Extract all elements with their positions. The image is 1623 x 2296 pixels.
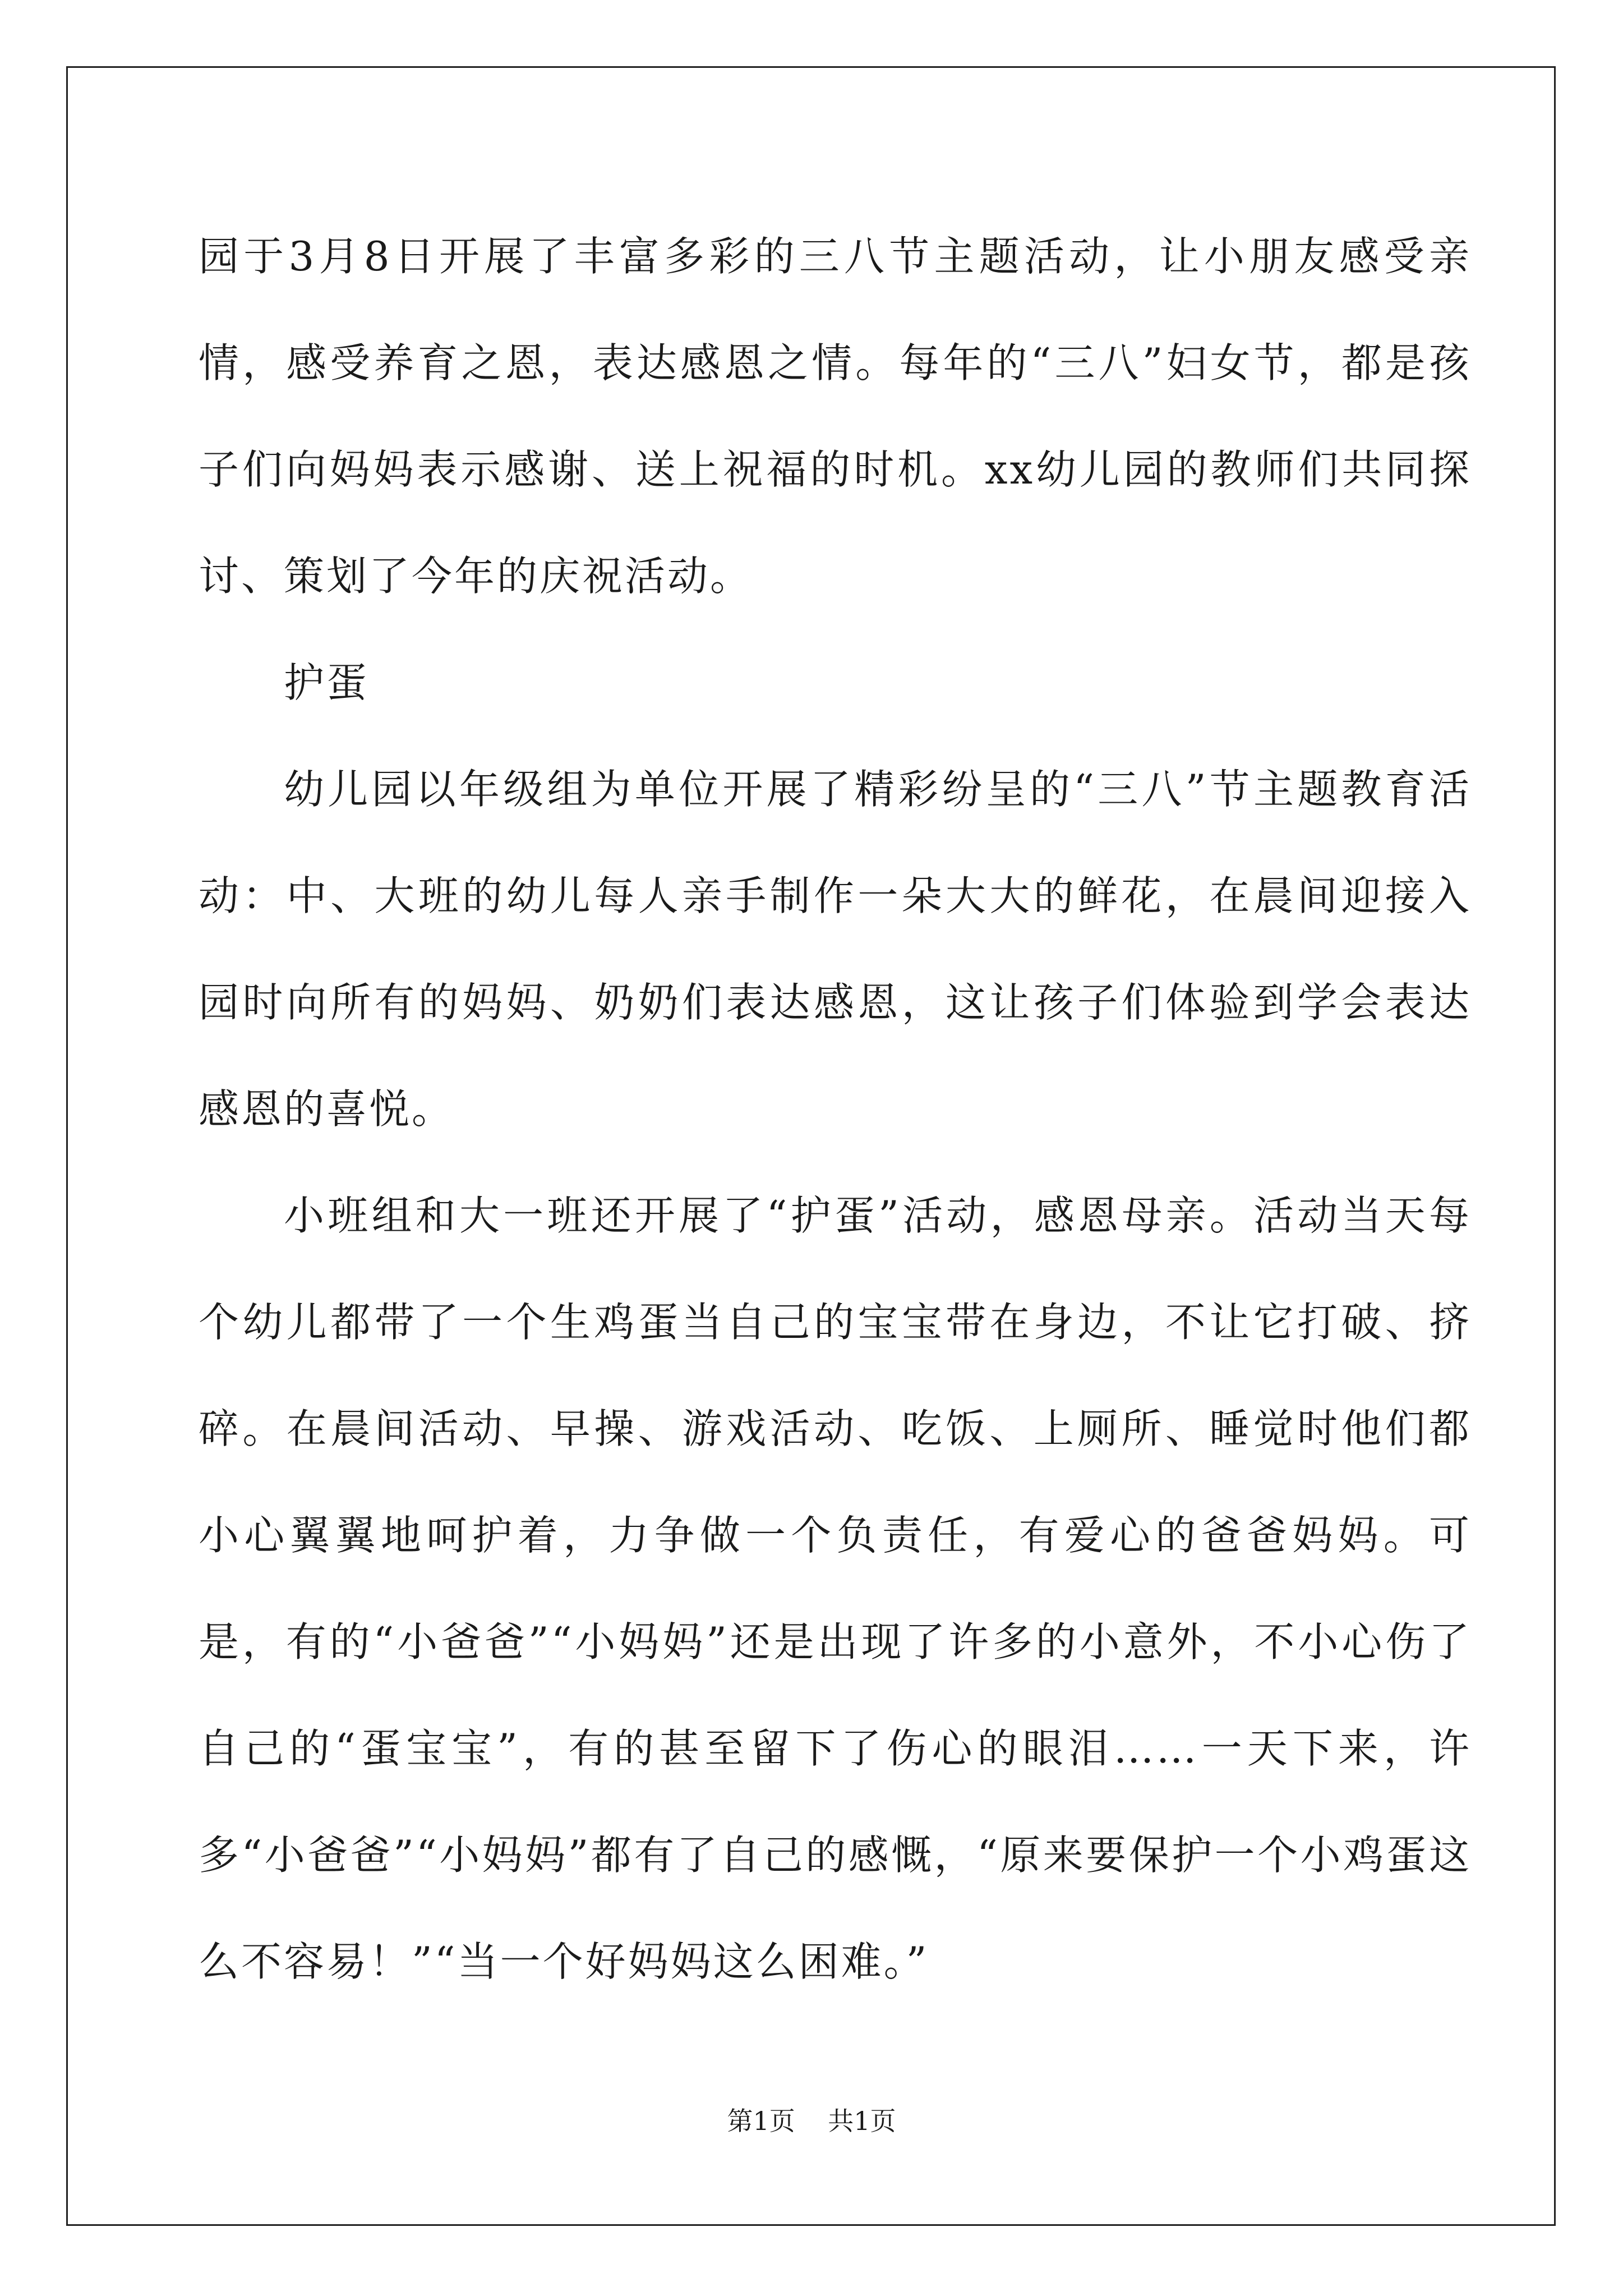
page-number-footer: 第1页 共1页	[727, 2106, 896, 2136]
paragraph-continuation: 园于3月8日开展了丰富多彩的三八节主题活动，让小朋友感受亲情，感受养育之恩，表达感恩之情。每年的“三八”妇女节，都是孩子们向妈妈表示感谢、送上祝福的时机。xx幼儿园的教师们共同探讨、策划了今年的庆祝活动。	[199, 233, 1472, 600]
document-body	[199, 203, 1472, 2015]
paragraph-egg-activity: 小班组和大一班还开展了“护蛋”活动，感恩母亲。活动当天每个幼儿都带了一个生鸡蛋当自己的宝宝带在身边，不让它打破、挤碎。在晨间活动、早操、游戏活动、吃饭、上厕所、睡觉时他们都小心翼翼地呵护着，力争做一个负责任，有爱心的爸爸妈妈。可是，有的“小爸爸”“小妈妈”还是出现了许多的小意外，不小心伤了自己的“蛋宝宝”，有的甚至留下了伤心的眼泪……一天下来，许多“小爸爸”“小妈妈”都有了自己的感慨，“原来要保护一个小鸡蛋这么不容易！”“当一个好妈妈这么困难。”	[199, 1192, 1472, 1985]
paragraph-flower-activity: 幼儿园以年级组为单位开展了精彩纷呈的“三八”节主题教育活动：中、大班的幼儿每人亲手制作一朵大大的鲜花，在晨间迎接入园时向所有的妈妈、奶奶们表达感恩，这让孩子们体验到学会表达感恩的喜悦。	[199, 766, 1472, 1133]
section-heading-hudan: 护蛋	[284, 659, 370, 706]
